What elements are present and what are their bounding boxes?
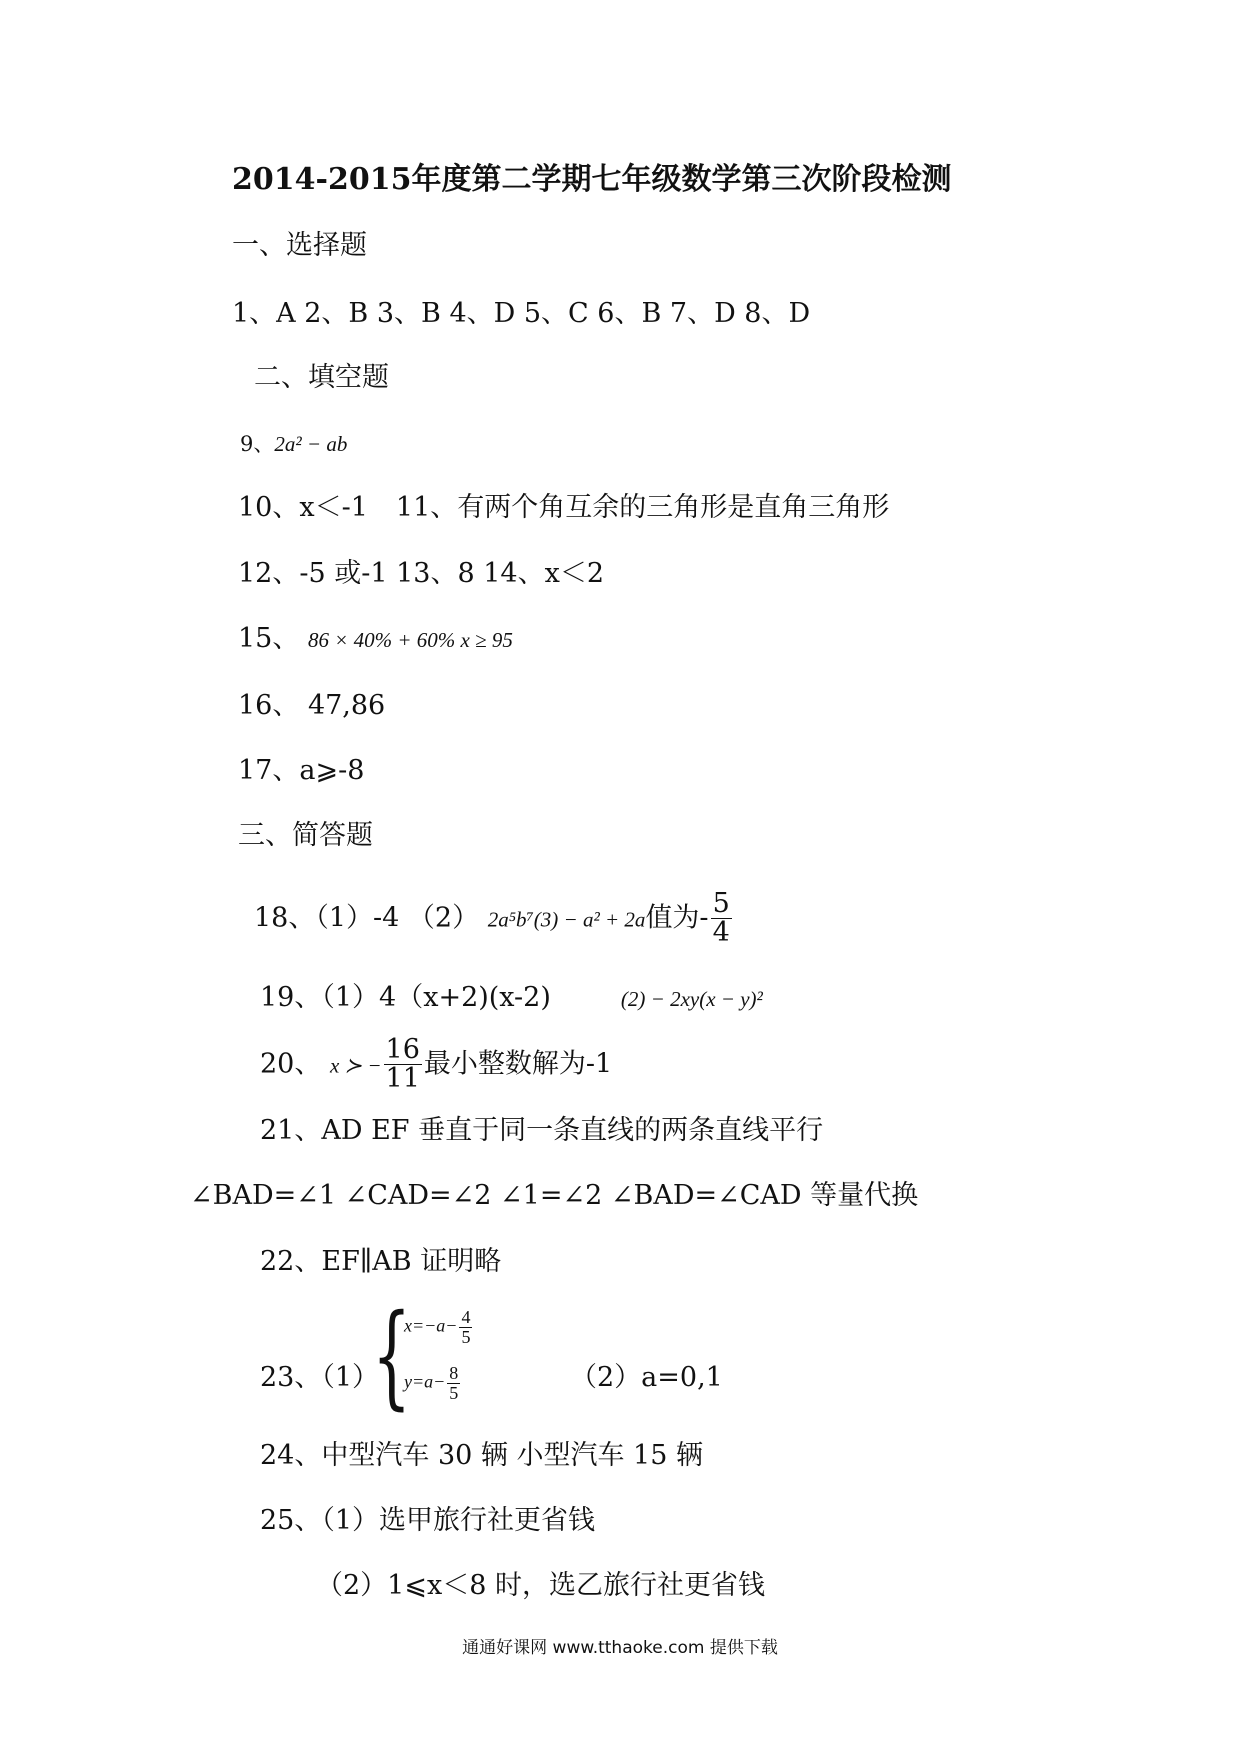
q18-expression: 2a⁵b⁷(3) − a² + 2a [487,907,646,932]
q23-equation-system [372,1291,502,1421]
q20-denominator: 11 [385,1063,420,1095]
section-choice-heading: 一、选择题 [232,230,367,261]
q10-text: 10、x＜-1 [238,492,368,523]
q23-row2-denominator: 5 [449,1382,459,1403]
q18-suffix: 值为- [645,902,709,934]
q18-denominator: 4 [712,917,730,949]
answer-q22: 22、EF∥AB 证明略 [260,1246,502,1277]
section-short-heading: 三、简答题 [238,820,373,851]
left-brace: { [372,1291,412,1421]
answer-q17: 17、a⩾-8 [238,755,365,786]
answer-q25-part2: （2）1⩽x＜8 时，选乙旅行社更省钱 [316,1570,765,1601]
page-title: 2014-2015年度第二学期七年级数学第三次阶段检测 [232,162,952,197]
q20-suffix: 最小整数解为-1 [423,1048,613,1080]
q9-label: 9、 [240,432,275,456]
section-fill-heading: 二、填空题 [254,362,389,393]
answer-q18 [254,890,734,948]
q18-numerator: 5 [712,888,730,919]
q11-text: 11、有两个角互余的三角形是直角三角形 [395,492,890,523]
q19-prefix: 19、（1）4（x+2)(x-2) [260,982,551,1013]
q23-row1-text: x=−a− [404,1315,458,1336]
q23-row2-numerator: 8 [449,1363,459,1383]
q15-expression: 86 × 40% + 60% x ≥ 95 [307,628,513,652]
answer-q16: 16、 47,86 [238,690,386,721]
answer-q20 [260,1036,612,1094]
q23-row1-denominator: 5 [461,1326,471,1347]
answer-q19 [260,982,763,1014]
answer-q24: 24、中型汽车 30 辆 小型汽车 15 辆 [260,1440,703,1471]
q20-label: 20、 [260,1048,322,1080]
answer-q23-part2: （2）a=0,1 [570,1362,723,1393]
q23-equation-x [404,1308,474,1347]
q15-label: 15、 [238,623,300,654]
footer-download-note: 通通好课网 www.tthaoke.com 提供下载 [462,1638,778,1658]
answer-q12-14: 12、-5 或-1 13、8 14、x＜2 [238,558,605,589]
answer-q25-part1: 25、（1）选甲旅行社更省钱 [260,1505,596,1536]
answer-q23-label: 23、（1） [260,1362,380,1393]
q20-numerator: 16 [385,1034,420,1065]
q23-equation-y [404,1364,462,1403]
answer-q21-line2: ∠BAD=∠1 ∠CAD=∠2 ∠1=∠2 ∠BAD=∠CAD 等量代换 [190,1180,919,1211]
q23-row2-fraction [447,1364,460,1403]
answer-q21-line1: 21、AD EF 垂直于同一条直线的两条直线平行 [260,1115,824,1146]
q9-expression: 2a² − ab [274,432,348,456]
q18-fraction [711,890,732,948]
q20-fraction [384,1036,422,1094]
q23-row1-fraction [459,1308,472,1347]
answer-q1-8: 1、A 2、B 3、B 4、D 5、C 6、B 7、D 8、D [232,298,811,329]
answer-q15 [238,623,513,655]
q23-row2-text: y=a− [404,1371,446,1392]
q23-row1-numerator: 4 [461,1307,471,1327]
answer-q9 [240,432,347,457]
answer-q10-11 [238,492,889,524]
q19-expression: (2) − 2xy(x − y)² [620,987,763,1011]
q18-prefix: 18、（1）-4 （2） [254,902,480,934]
q20-expression: x ≻ − [329,1053,382,1078]
